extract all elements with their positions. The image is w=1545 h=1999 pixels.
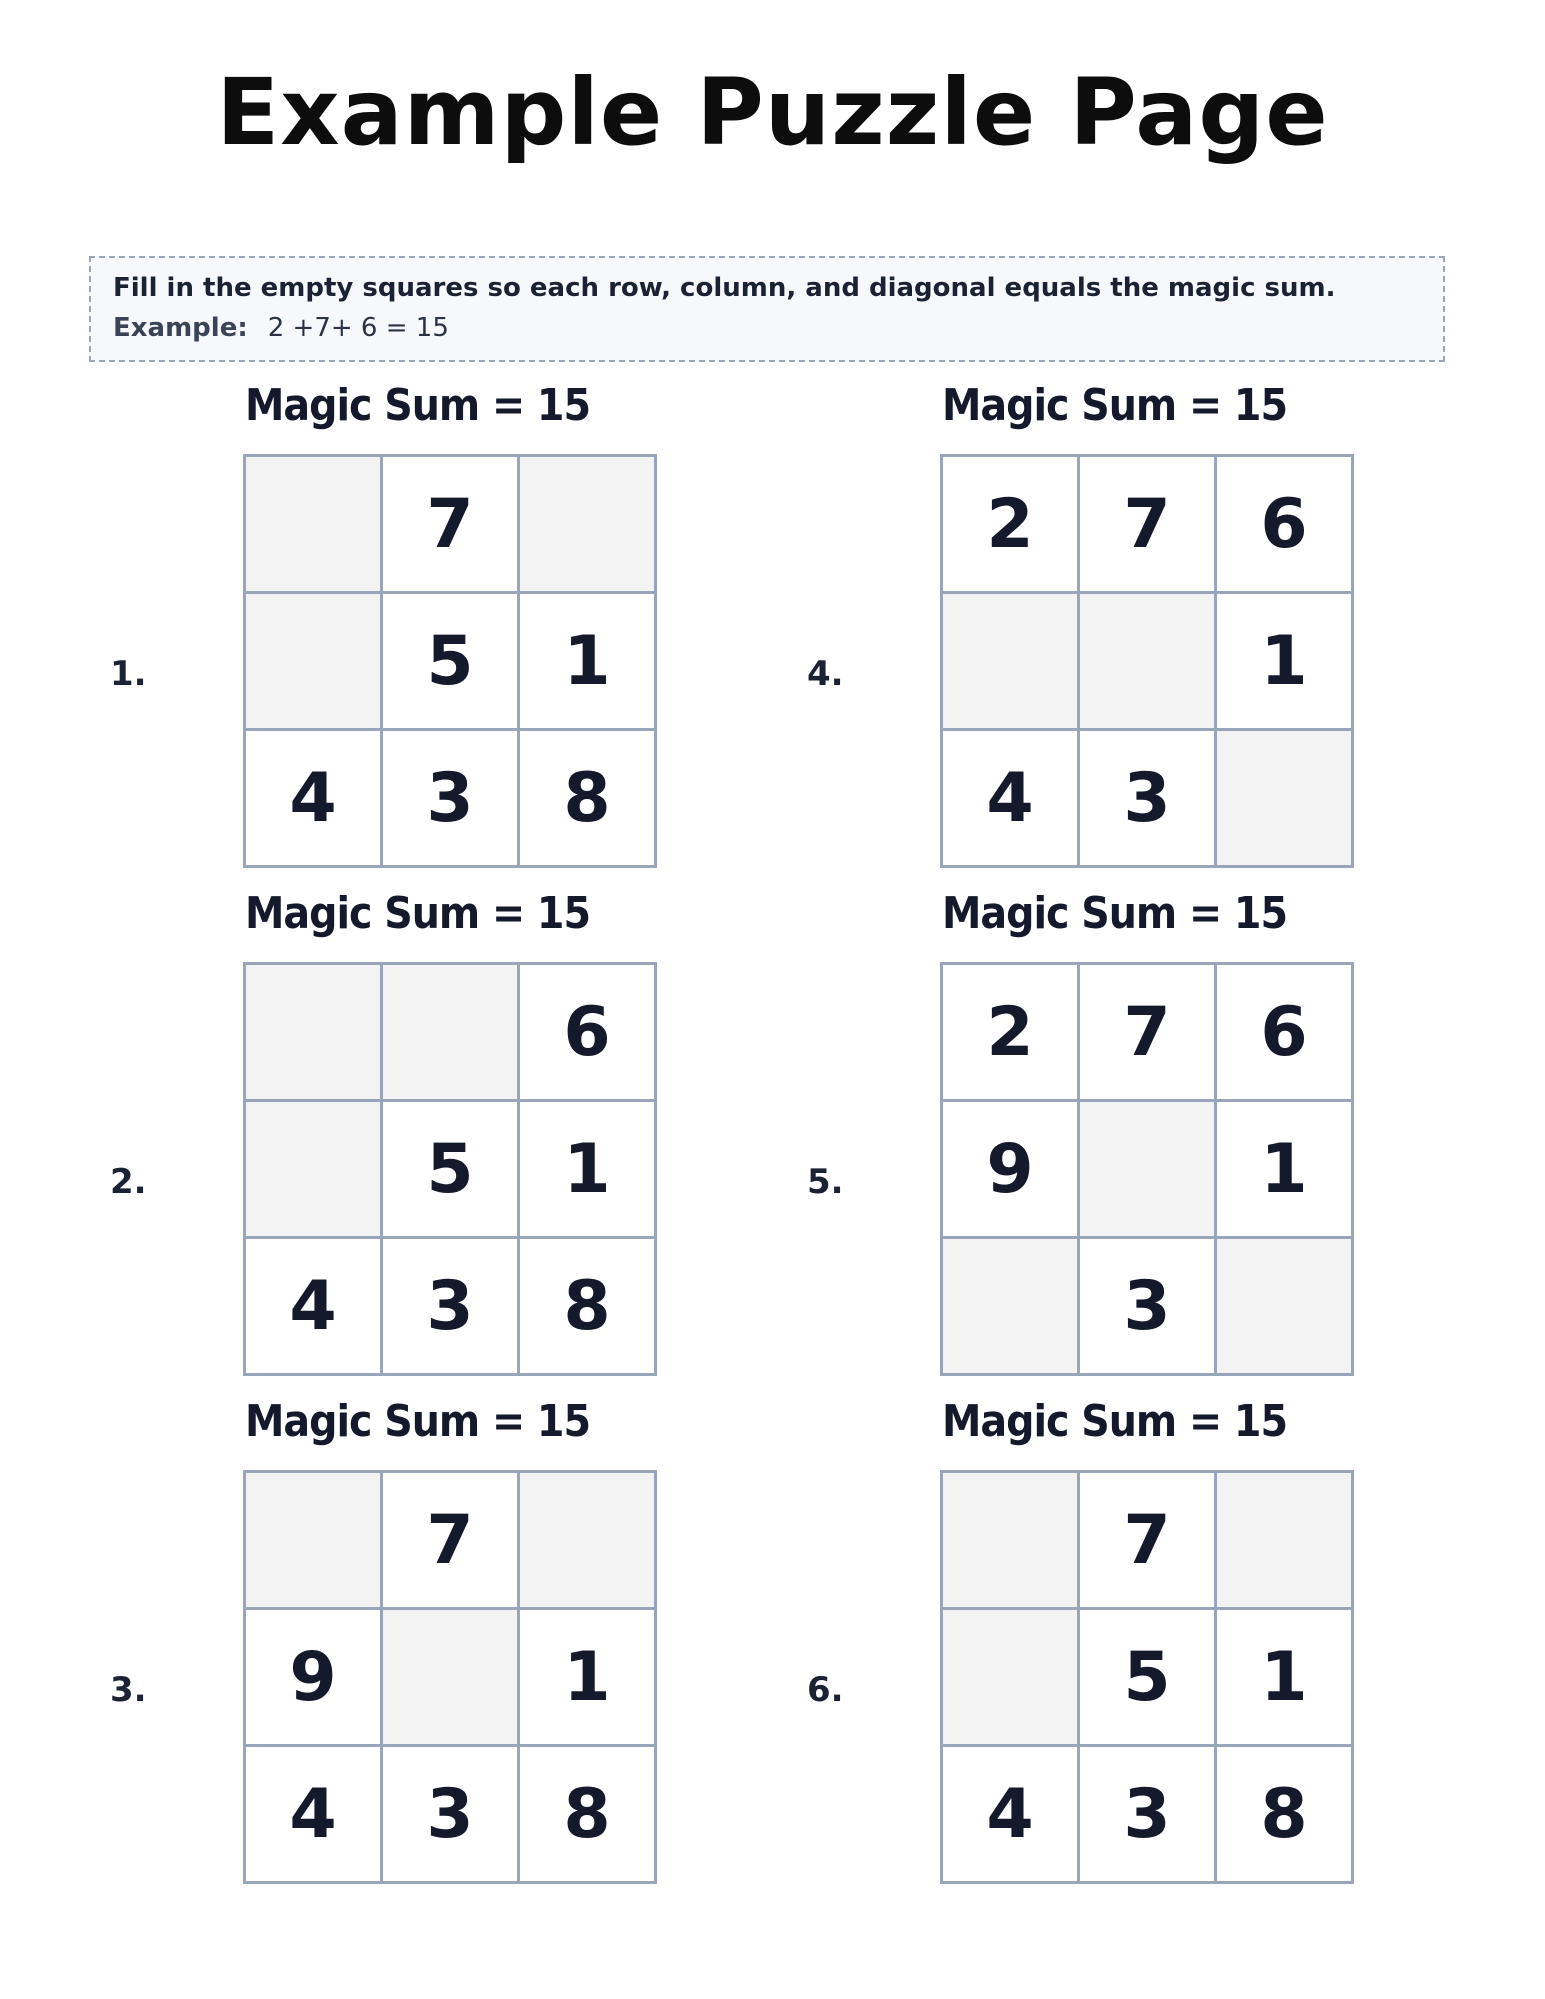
empty-grid-cell[interactable] [1080,1102,1214,1236]
magic-sum-label: Magic Sum = 15 [245,1396,590,1447]
magic-sum-label: Magic Sum = 15 [245,380,590,431]
grid-cell[interactable]: 6 [520,965,654,1099]
puzzle-5 [807,884,1407,1394]
grid-cell[interactable]: 8 [520,1239,654,1373]
grid-cell[interactable]: 3 [383,1239,517,1373]
grid-cell[interactable]: 4 [246,731,380,865]
grid-cell[interactable]: 1 [520,1610,654,1744]
grid-cell[interactable]: 5 [383,594,517,728]
grid-cell[interactable]: 7 [1080,1473,1214,1607]
grid-cell[interactable]: 7 [1080,965,1214,1099]
grid-cell[interactable]: 1 [1217,594,1351,728]
puzzle-number: 6. [807,1670,844,1710]
example-value: 2 +7+ 6 = 15 [267,313,449,343]
empty-grid-cell[interactable] [1080,594,1214,728]
example-line [113,308,1421,348]
magic-square-grid [940,454,1354,868]
grid-cell[interactable]: 8 [520,731,654,865]
grid-cell[interactable]: 5 [1080,1610,1214,1744]
empty-grid-cell[interactable] [520,457,654,591]
grid-cell[interactable]: 7 [1080,457,1214,591]
grid-cell[interactable]: 4 [943,1747,1077,1881]
empty-grid-cell[interactable] [1217,731,1351,865]
empty-grid-cell[interactable] [943,1473,1077,1607]
grid-cell[interactable]: 9 [246,1610,380,1744]
puzzle-2 [110,884,710,1394]
puzzle-number: 3. [110,1670,147,1710]
grid-cell[interactable]: 1 [520,594,654,728]
magic-square-grid [940,1470,1354,1884]
puzzle-number: 1. [110,654,147,694]
empty-grid-cell[interactable] [246,1102,380,1236]
page-title: Example Puzzle Page [216,59,1329,166]
magic-square-grid [243,454,657,868]
grid-cell[interactable]: 3 [1080,1747,1214,1881]
empty-grid-cell[interactable] [383,1610,517,1744]
grid-cell[interactable]: 3 [383,731,517,865]
magic-sum-label: Magic Sum = 15 [942,888,1287,939]
grid-cell[interactable]: 1 [520,1102,654,1236]
grid-cell[interactable]: 2 [943,965,1077,1099]
puzzle-number: 4. [807,654,844,694]
grid-cell[interactable]: 7 [383,1473,517,1607]
grid-cell[interactable]: 1 [1217,1102,1351,1236]
instructions-text: Fill in the empty squares so each row, column, and diagonal equals the magic sum. [113,273,1336,303]
example-label: Example: [113,313,248,343]
empty-grid-cell[interactable] [1217,1239,1351,1373]
grid-cell[interactable]: 3 [1080,1239,1214,1373]
puzzle-1 [110,376,710,886]
grid-cell[interactable]: 3 [383,1747,517,1881]
grid-cell[interactable]: 8 [520,1747,654,1881]
grid-cell[interactable]: 7 [383,457,517,591]
empty-grid-cell[interactable] [246,1473,380,1607]
grid-cell[interactable]: 9 [943,1102,1077,1236]
empty-grid-cell[interactable] [943,594,1077,728]
magic-square-grid [940,962,1354,1376]
puzzle-4 [807,376,1407,886]
empty-grid-cell[interactable] [1217,1473,1351,1607]
empty-grid-cell[interactable] [383,965,517,1099]
grid-cell[interactable]: 1 [1217,1610,1351,1744]
magic-sum-label: Magic Sum = 15 [245,888,590,939]
grid-cell[interactable]: 6 [1217,965,1351,1099]
grid-cell[interactable]: 4 [943,731,1077,865]
magic-sum-label: Magic Sum = 15 [942,380,1287,431]
empty-grid-cell[interactable] [943,1239,1077,1373]
grid-cell[interactable]: 2 [943,457,1077,591]
grid-cell[interactable]: 4 [246,1747,380,1881]
empty-grid-cell[interactable] [246,594,380,728]
empty-grid-cell[interactable] [246,457,380,591]
magic-square-grid [243,962,657,1376]
grid-cell[interactable]: 5 [383,1102,517,1236]
puzzle-number: 5. [807,1162,844,1202]
grid-cell[interactable]: 8 [1217,1747,1351,1881]
puzzle-6 [807,1392,1407,1902]
grid-cell[interactable]: 6 [1217,457,1351,591]
instructions-box [89,256,1445,362]
empty-grid-cell[interactable] [520,1473,654,1607]
puzzle-number: 2. [110,1162,147,1202]
grid-cell[interactable]: 3 [1080,731,1214,865]
magic-square-grid [243,1470,657,1884]
grid-cell[interactable]: 4 [246,1239,380,1373]
empty-grid-cell[interactable] [943,1610,1077,1744]
empty-grid-cell[interactable] [246,965,380,1099]
magic-sum-label: Magic Sum = 15 [942,1396,1287,1447]
puzzle-3 [110,1392,710,1902]
